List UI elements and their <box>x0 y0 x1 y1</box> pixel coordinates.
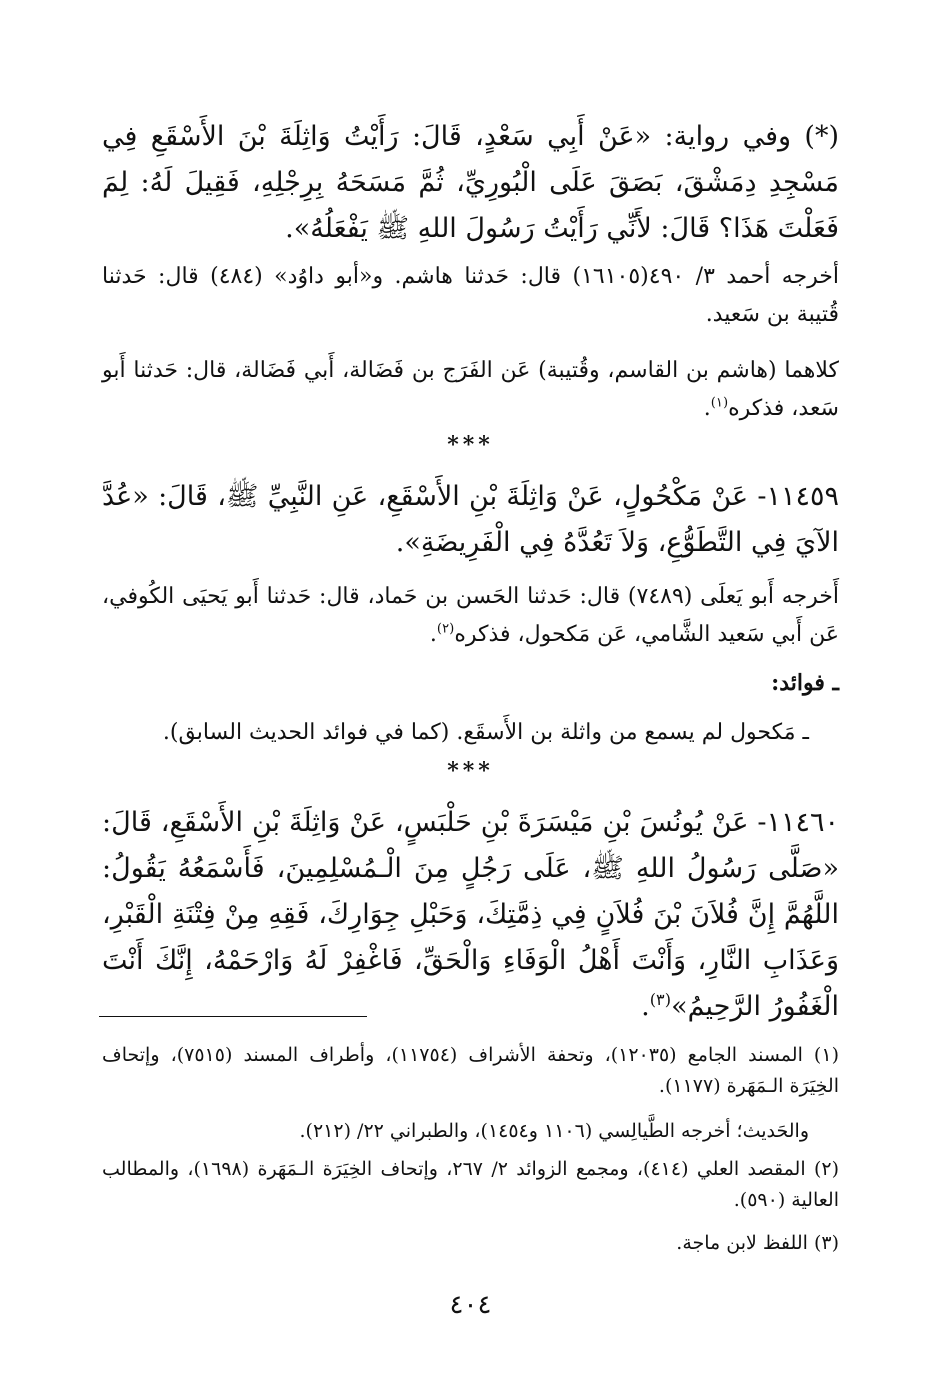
footnote-2: (٢) المقصد العلي (٤١٤)، ومجمع الزوائد ٢/ ٢٦٧، وإتحاف الخِيَرَة الـمَهَرة (١٦٩٨)، والمطالب العالية (٥٩٠). <box>102 1158 839 1211</box>
footnote-ref-3: (٣) <box>649 990 672 1009</box>
hadith-1459-text: ١١٤٥٩- عَنْ مَكْحُولٍ، عَنْ وَاثِلَةَ بْنِ الأَسْقَعِ، عَنِ النَّبِيِّ ﷺ، قَالَ: «عُدَّ الآيَ فِي التَّطَوُّعِ، وَلاَ تَعُدَّهُ فِي الْفَرِيضَةِ». <box>102 481 839 558</box>
footnote-ref-1: (١) <box>710 395 729 411</box>
takhrij-paragraph-1: أخرجه أحمد ٣/ ٤٩٠(١٦١٠٥) قال: حَدثنا هاشم. و«أبو داوُد» (٤٨٤) قال: حَدثنا قُتيبة بن سَعيد. <box>102 264 839 327</box>
section-separator-1: *** <box>447 432 494 458</box>
hadith-1460-paragraph: ١١٤٦٠- عَنْ يُونُسَ بْنِ مَيْسَرَةَ بْنِ حَلْبَسٍ، عَنْ وَاثِلَةَ بْنِ الأَسْقَعِ، قَالَ: «صَلَّى رَسُولُ اللهِ ﷺ، عَلَى رَجُلٍ مِنَ الْـمُسْلِمِينَ، فَأَسْمَعُهُ يَقُولُ: اللَّهُمَّ إِنَّ فُلاَنَ بْنَ فُلاَنٍ فِي ذِمَّتِكَ، وَحَبْلِ جِوَارِكَ، فَقِهِ مِنْ فِتْنَةِ الْقَبْرِ، وَعَذَابِ النَّارِ، وَأَنْتَ أَهْلُ الْوَفَاءِ وَالْحَقِّ، فَاغْفِرْ لَهُ وَارْحَمْهُ، إِنَّكَ أَنْتَ الْغَفُورُ الرَّحِيمُ»$^{(٣)}$. <box>102 807 839 1022</box>
fawaid-heading: ـ فوائد: <box>771 670 839 696</box>
hadith-1460-text: ١١٤٦٠- عَنْ يُونُسَ بْنِ مَيْسَرَةَ بْنِ حَلْبَسٍ، عَنْ وَاثِلَةَ بْنِ الأَسْقَعِ، قَالَ: «صَلَّى رَسُولُ اللهِ ﷺ، عَلَى رَجُلٍ مِنَ الْـمُسْلِمِينَ، فَأَسْمَعُهُ يَقُولُ: اللَّهُمَّ إِنَّ فُلاَنَ بْنَ فُلاَنٍ فِي ذِمَّتِكَ، وَحَبْلِ جِوَارِكَ، فَقِهِ مِنْ فِتْنَةِ الْقَبْرِ، وَعَذَابِ النَّارِ، وَأَنْتَ أَهْلُ الْوَفَاءِ وَالْحَقِّ، فَاغْفِرْ لَهُ وَارْحَمْهُ، إِنَّكَ أَنْتَ الْغَفُورُ الرَّحِيمُ» <box>102 807 839 1022</box>
takhrij-3-text: أَخرجه أَبو يَعلَى (٧٤٨٩) قال: حَدثنا الحَسن بن حَماد، قال: حَدثنا أَبو يَحيَى الكُوفي، عَن أَبي سَعيد الشَّامي، عَن مَكحول، فذكره <box>102 584 839 647</box>
takhrij-paragraph-3: أَخرجه أَبو يَعلَى (٧٤٨٩) قال: حَدثنا الحَسن بن حَماد، قال: حَدثنا أَبو يَحيَى الكُوفي، عَن أَبي سَعيد الشَّامي، عَن مَكحول، فذكره$^{(٢)}$. <box>102 584 839 647</box>
footnote-1-continued: والحَديث؛ أخرجه الطَّيالِسي (١١٠٦ و١٤٥٤)، والطبراني ٢٢/ (٢١٢). <box>299 1120 809 1142</box>
page-number: ٤٠٤ <box>449 1290 492 1320</box>
section-separator-2: *** <box>447 758 494 784</box>
takhrij-paragraph-2: كلاهما (هاشم بن القاسم، وقُتيبة) عَن الفَرَج بن فَضَالة، أَبي فَضَالة، قال: حَدثنا أَبو سَعد، فذكره$^{(١)}$. <box>102 358 839 421</box>
footnote-3: (٣) اللفظ لابن ماجة. <box>676 1232 839 1254</box>
fawaid-item-1: ـ مَكحول لم يسمع من واثلة بن الأَسقَع. (كما في فوائد الحديث السابق). <box>162 720 809 745</box>
footnote-1: (١) المسند الجامع (١٢٠٣٥)، وتحفة الأشراف (١١٧٥٤)، وأطراف المسند (٧٥١٥)، وإتحاف الخِيَرَة الـمَهَرة (١١٧٧). <box>102 1044 839 1097</box>
takhrij-2-text: كلاهما (هاشم بن القاسم، وقُتيبة) عَن الفَرَج بن فَضَالة، أَبي فَضَالة، قال: حَدثنا أَبو سَعد، فذكره <box>102 358 839 421</box>
footnote-divider <box>99 1016 367 1017</box>
hadith-variant-text: (*) وفي رواية: «عَنْ أَبِي سَعْدٍ، قَالَ: رَأَيْتُ وَاثِلَةَ بْنَ الأَسْقَعِ فِي مَسْجِدِ دِمَشْقَ، بَصَقَ عَلَى الْبُورِيِّ، ثُمَّ مَسَحَهُ بِرِجْلِهِ، فَقِيلَ لَهُ: لِمَ فَعَلْتَ هَذَا؟ قَالَ: لأَنِّي رَأَيْتُ رَسُولَ اللهِ ﷺ يَفْعَلُهُ». <box>102 121 839 244</box>
footnote-ref-2: (٢) <box>436 621 455 637</box>
